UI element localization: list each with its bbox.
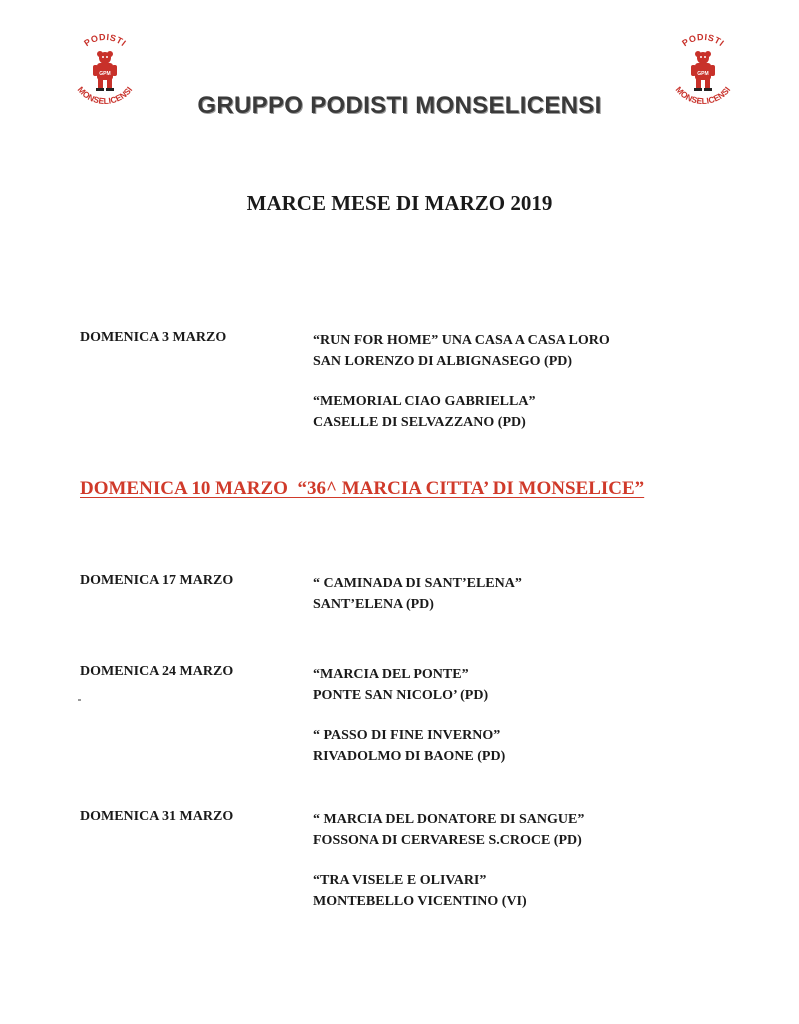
- event-item: [313, 725, 505, 767]
- page-title: GRUPPO PODISTI MONSELICENSI: [197, 92, 602, 119]
- event-date: DOMENICA 24 MARZO: [80, 664, 234, 679]
- scan-mark: [78, 699, 81, 701]
- event-name: “MARCIA DEL PONTE”: [313, 667, 469, 682]
- event-name: “RUN FOR HOME” UNA CASA A CASA LORO: [313, 333, 610, 348]
- event-item: [313, 809, 584, 851]
- event-place: PONTE SAN NICOLO’ (PD): [313, 688, 489, 703]
- event-item: [313, 391, 610, 433]
- event-name: “TRA VISELE E OLIVARI”: [313, 873, 487, 888]
- event-item: [313, 664, 505, 706]
- event-item: [313, 330, 610, 372]
- event-place: SAN LORENZO DI ALBIGNASEGO (PD): [313, 354, 573, 369]
- event-date: DOMENICA 3 MARZO: [80, 330, 227, 345]
- svg-text:PODISTI: [82, 32, 128, 48]
- logo-top-text: PODISTI: [680, 31, 727, 49]
- event-date: DOMENICA 17 MARZO: [80, 573, 234, 588]
- logo-top-text: PODISTI: [82, 31, 129, 49]
- event-name: “ MARCIA DEL DONATORE DI SANGUE”: [313, 812, 585, 827]
- featured-event: DOMENICA 10 MARZO “36^ MARCIA CITTA’ DI MONSELICE”: [80, 478, 645, 499]
- event-name: “MEMORIAL CIAO GABRIELLA”: [313, 394, 536, 409]
- event-place: RIVADOLMO DI BAONE (PD): [313, 749, 506, 764]
- event-name: “ PASSO DI FINE INVERNO”: [313, 728, 501, 743]
- event-item: [313, 573, 522, 615]
- svg-text:PODISTI: [680, 32, 726, 48]
- event-list: [313, 664, 505, 786]
- event-list: [313, 573, 522, 634]
- logo-badge-text: GPM: [99, 71, 111, 77]
- event-place: MONTEBELLO VICENTINO (VI): [313, 894, 527, 909]
- event-name: “ CAMINADA DI SANT’ELENA”: [313, 576, 522, 591]
- event-place: SANT’ELENA (PD): [313, 597, 434, 612]
- event-date: DOMENICA 31 MARZO: [80, 809, 234, 824]
- logo-bottom-text: MONSELICENSI: [75, 84, 135, 107]
- event-place: FOSSONA DI CERVARESE S.CROCE (PD): [313, 833, 582, 848]
- logo-badge-text: GPM: [697, 71, 709, 77]
- event-place: CASELLE DI SELVAZZANO (PD): [313, 415, 526, 430]
- event-list: [313, 330, 610, 452]
- logo-bottom-text: MONSELICENSI: [673, 84, 733, 107]
- event-item: [313, 870, 584, 912]
- event-list: [313, 809, 584, 931]
- page-subtitle: MARCE MESE DI MARZO 2019: [246, 191, 553, 215]
